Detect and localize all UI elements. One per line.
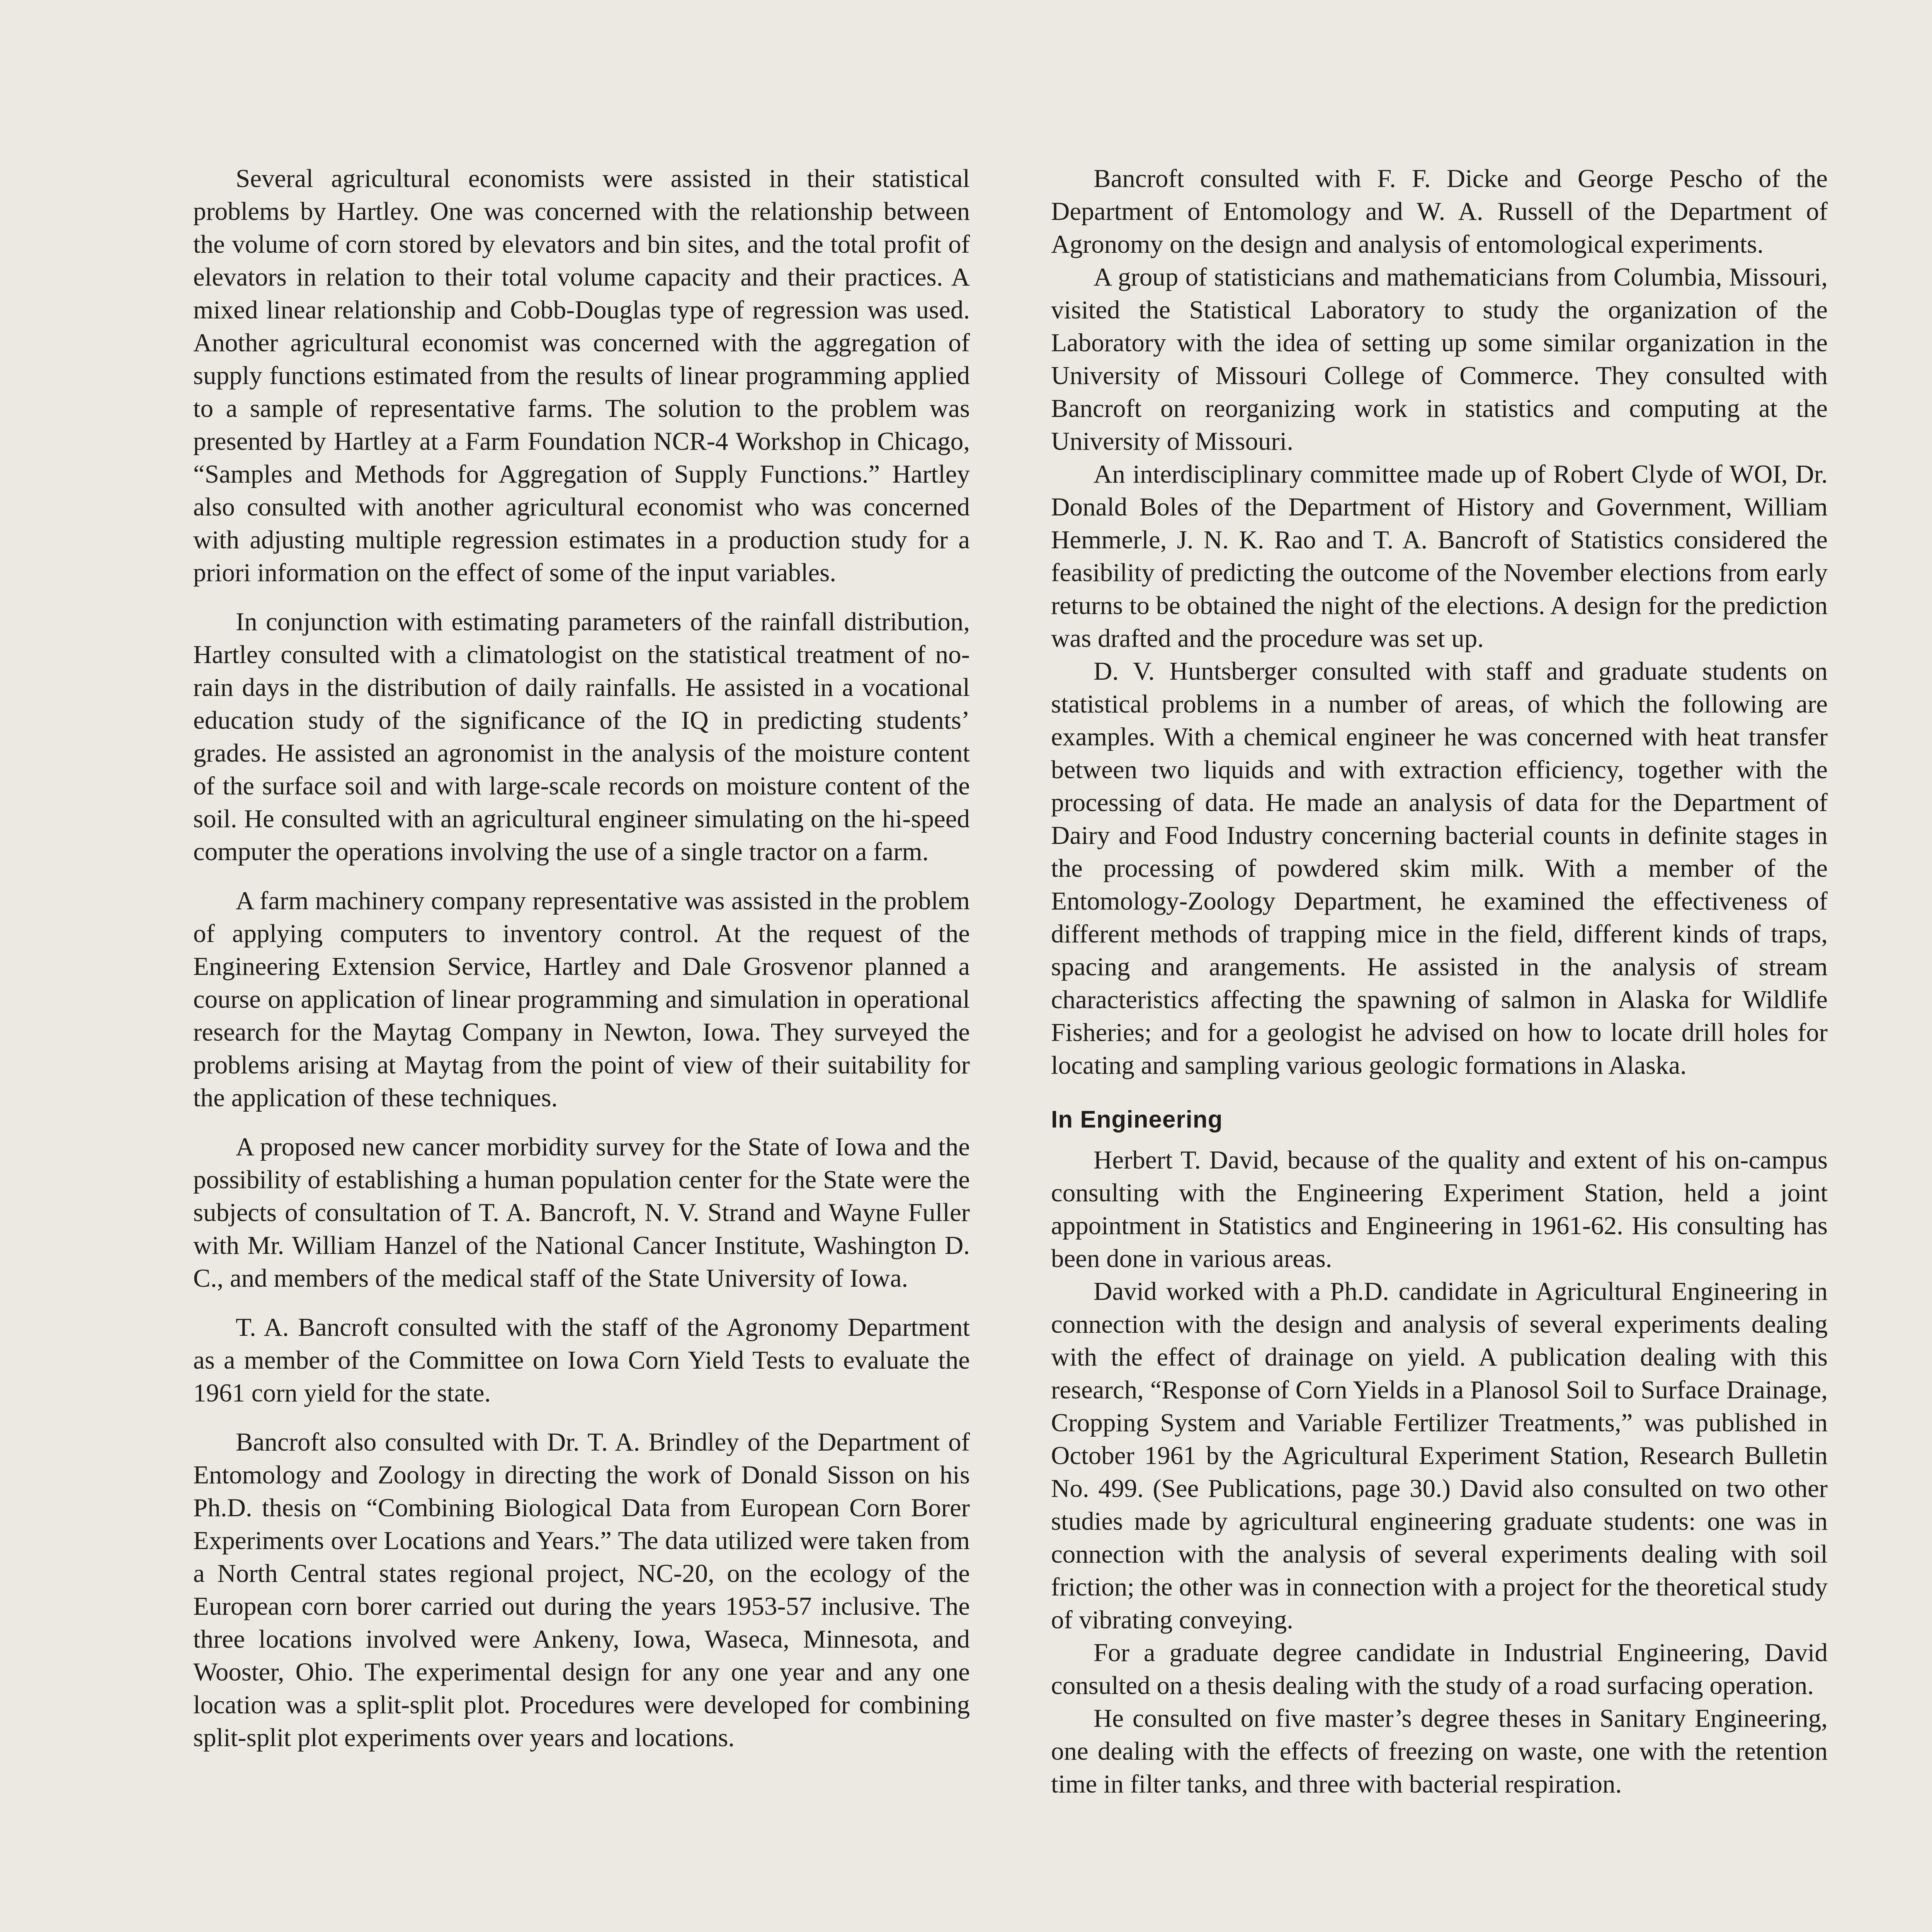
paragraph-farm-machinery: A farm machinery company representative was assisted in the problem of applying computers to inventory control. At the request of the Engineering Extension Service, Hartley and Dale Grosvenor planned a course on application of linear programming and simulation in operational research for the Maytag Company in Newton, Iowa. They surveyed the problems arising at Maytag from the point of view of their suitability for the application of these techniques. — [193, 886, 970, 1112]
paragraph-elections: An interdisciplinary committee made up of Robert Clyde of WOI, Dr. Donald Boles of the Department of History and Government, William Hemmerle, J. N. K. Rao and T. A. Bancroft of Statistics considered the feasibility of predicting the outcome of the November elections from early returns to be obtained the night of the elections. A design for the prediction was drafted and the procedure was set up. — [1051, 460, 1828, 653]
paragraph-david-appointment: Herbert T. David, because of the quality and extent of his on-campus consulting with the Engineering Experiment Station, held a joint appointment in Statistics and Engineering in 1961-62. His consulting has been done in various areas. — [1051, 1146, 1828, 1273]
paragraph-rainfall: In conjunction with estimating parameters of the rainfall distribution, Hartley consulted with a climatologist on the statistical treatment of no-rain days in the distribution of daily rainfalls. He assisted in a vocational education study of the significance of the IQ in predicting students’ grades. He assisted an agronomist in the analysis of the moisture content of the surface soil and with large-scale records on moisture content of the soil. He consulted with an agricultural engineer simulating on the hi-speed computer the operations involving the use of a single tractor on a farm. — [193, 607, 970, 866]
paragraph-sanitary-engineering: He consulted on five master’s degree theses in Sanitary Engineering, one dealing with the effects of freezing on waste, one with the retention time in filter tanks, and three with bacterial respiration. — [1051, 1704, 1828, 1798]
paragraph-missouri: A group of statisticians and mathematicians from Columbia, Missouri, visited the Statistical Laboratory to study the organization of the Laboratory with the idea of setting up some similar organization in the University of Missouri College of Commerce. They consulted with Bancroft on reorganizing work in statistics and computing at the University of Missouri. — [1051, 263, 1828, 456]
left-column — [193, 162, 970, 1770]
right-column — [1051, 162, 1828, 1801]
paragraph-corn-yield-tests: T. A. Bancroft consulted with the staff of the Agronomy Department as a member of the Committee on Iowa Corn Yield Tests to evaluate the 1961 corn yield for the state. — [193, 1313, 970, 1407]
paragraph-huntsberger: D. V. Huntsberger consulted with staff and graduate students on statistical problems in a number of areas, of which the following are examples. With a chemical engineer he was concerned with heat transfer between two liquids and with extraction efficiency, together with the processing of data. He made an analysis of data for the Department of Dairy and Food Industry concerning bacterial counts in definite stages in the processing of powdered skim milk. With a member of the Entomology-Zoology Department, he examined the effectiveness of different methods of trapping mice in the field, different kinds of traps, spacing and arangements. He assisted in the analysis of stream characteristics affecting the spawning of salmon in Alaska for Wildlife Fisheries; and for a geologist he advised on how to locate drill holes for locating and sampling various geologic formations in Alaska. — [1051, 657, 1828, 1080]
paragraph-economists: Several agricultural economists were assisted in their statistical problems by Hartley. One was concerned with the relationship between the volume of corn stored by elevators and bin sites, and the total profit of elevators in relation to their total volume capacity and their practices. A mixed linear relationship and Cobb-Douglas type of regression was used. Another agricultural economist was concerned with the aggregation of supply functions estimated from the results of linear programming applied to a sample of representative farms. The solution to the problem was presented by Hartley at a Farm Foundation NCR-4 Workshop in Chicago, “Samples and Methods for Aggregation of Supply Functions.” Hartley also consulted with another agricultural economist who was concerned with adjusting multiple regression estimates in a production study for a priori information on the effect of some of the input variables. — [193, 164, 970, 587]
section-heading-engineering: In Engineering — [1051, 1106, 1223, 1133]
paragraph-drainage: David worked with a Ph.D. candidate in Agricultural Engineering in connection with the design and analysis of several experiments dealing with the effect of drainage on yield. A publication dealing with this research, “Response of Corn Yields in a Planosol Soil to Surface Drainage, Cropping System and Variable Fertilizer Treatments,” was published in October 1961 by the Agricultural Experiment Station, Research Bulletin No. 499. (See Publications, page 30.) David also consulted on two other studies made by agricultural engineering graduate students: one was in connection with the analysis of several experiments dealing with soil friction; the other was in connection with a project for the theoretical study of vibrating conveying. — [1051, 1277, 1828, 1634]
paragraph-industrial-engineering: For a graduate degree candidate in Industrial Engineering, David consulted on a thesis dealing with the study of a road surfacing operation. — [1051, 1638, 1828, 1700]
paragraph-cancer-survey: A proposed new cancer morbidity survey for the State of Iowa and the possibility of establishing a human population center for the State were the subjects of consultation of T. A. Bancroft, N. V. Strand and Wayne Fuller with Mr. William Hanzel of the National Cancer Institute, Washington D. C., and members of the medical staff of the State University of Iowa. — [193, 1133, 970, 1293]
paragraph-corn-borer: Bancroft also consulted with Dr. T. A. Brindley of the Department of Entomology and Zoology in directing the work of Donald Sisson on his Ph.D. thesis on “Combining Biological Data from European Corn Borer Experiments over Locations and Years.” The data utilized were taken from a North Central states regional project, NC-20, on the ecology of the European corn borer carried out during the years 1953-57 inclusive. The three locations involved were Ankeny, Iowa, Waseca, Minnesota, and Wooster, Ohio. The experimental design for any one year and any one location was a split-split plot. Procedures were developed for combining split-split plot experiments over years and locations. — [193, 1428, 970, 1752]
paragraph-entomology: Bancroft consulted with F. F. Dicke and George Pescho of the Department of Entomology and W. A. Russell of the Department of Agronomy on the design and analysis of entomological experiments. — [1051, 164, 1828, 259]
